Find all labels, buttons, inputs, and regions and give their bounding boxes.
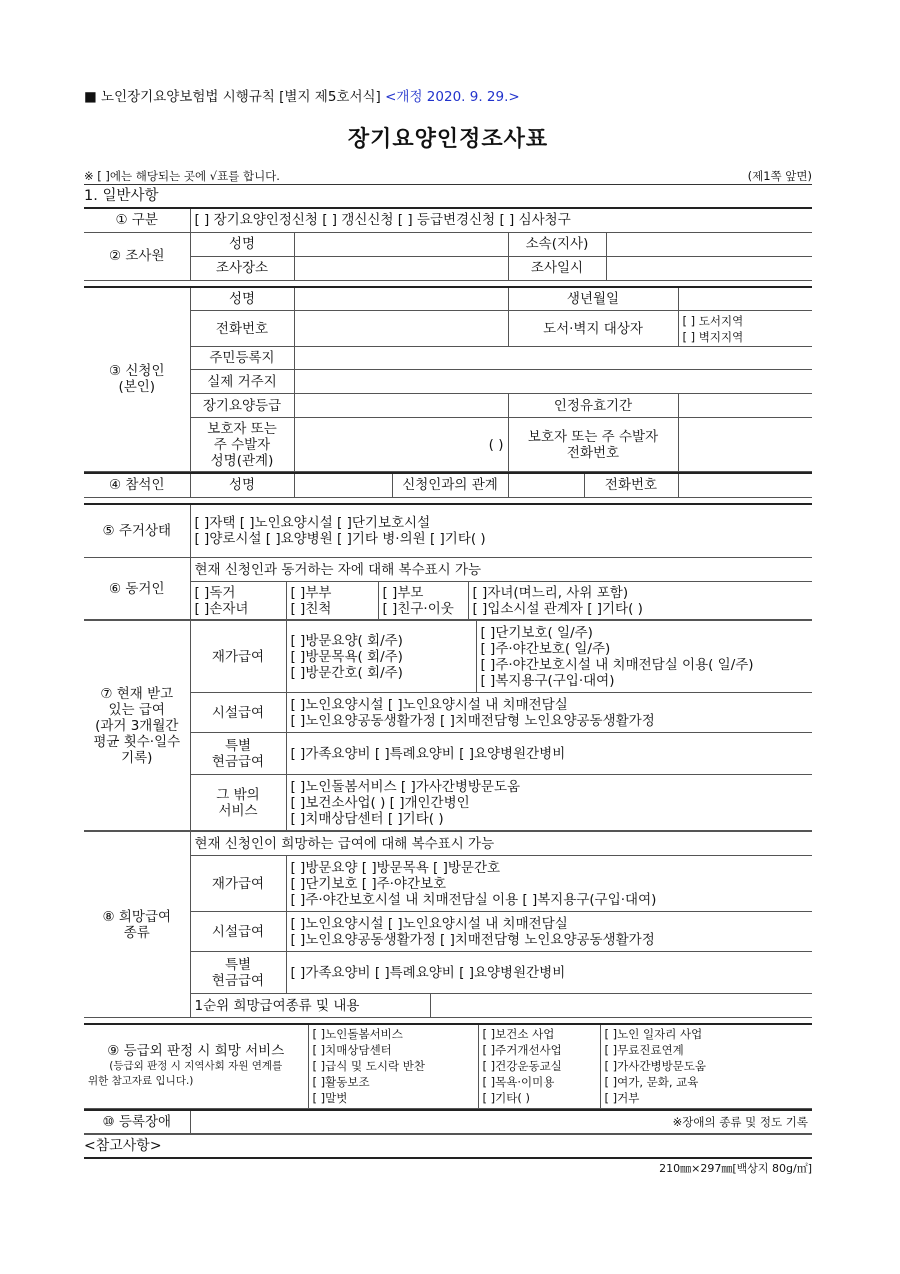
table-applicant bbox=[84, 286, 812, 473]
hope-label-1: ⑧ 희망급여 bbox=[102, 908, 172, 925]
guardian-label-3: 성명(관계) bbox=[210, 452, 274, 469]
attendee-phone-field[interactable] bbox=[678, 473, 812, 497]
address-label: 실제 거주지 bbox=[190, 370, 294, 394]
service-col-2[interactable] bbox=[478, 1024, 600, 1108]
form-title: 장기요양인정조사표 bbox=[347, 127, 549, 152]
service-col-3[interactable] bbox=[600, 1024, 812, 1108]
service-col2-item[interactable]: [ ]주거개선사업 bbox=[482, 1043, 562, 1058]
cohabit-child[interactable]: [ ]자녀(며느리, 사위 포함) bbox=[472, 584, 629, 601]
cohabit-col-2[interactable] bbox=[286, 582, 378, 620]
current-special-label-2: 현금급여 bbox=[211, 753, 265, 770]
service-label bbox=[84, 1024, 308, 1108]
current-other-line-3[interactable]: [ ]치매상담센터 [ ]기타( ) bbox=[290, 810, 444, 827]
current-facility-options[interactable] bbox=[286, 693, 812, 733]
attendee-phone-label: 전화번호 bbox=[584, 473, 678, 497]
current-dementia-room[interactable]: [ ]주·야간보호시설 내 치매전담실 이용( 일/주) bbox=[480, 656, 754, 673]
hope-home-label: 재가급여 bbox=[190, 856, 286, 912]
affiliation-field[interactable] bbox=[606, 232, 812, 256]
hope-special-options[interactable]: [ ]가족요양비 [ ]특례요양비 [ ]요양병원간병비 bbox=[286, 952, 812, 994]
cohabit-label: ⑥ 동거인 bbox=[84, 558, 190, 620]
guardian-name-field[interactable]: ( ) bbox=[294, 418, 508, 472]
datetime-field[interactable] bbox=[606, 256, 812, 280]
current-other-line-1[interactable]: [ ]노인돌봄서비스 [ ]가사간병방문도움 bbox=[290, 778, 521, 795]
cohabit-friend[interactable]: [ ]친구·이웃 bbox=[382, 600, 454, 617]
affiliation-label: 소속(지사) bbox=[508, 232, 606, 256]
cohabit-note: 현재 신청인과 동거하는 자에 대해 복수표시 가능 bbox=[190, 558, 812, 582]
table-hope-benefit bbox=[84, 831, 812, 1018]
relation-label: 신청인과의 관계 bbox=[392, 473, 508, 497]
cohabit-col-1[interactable] bbox=[190, 582, 286, 620]
service-label-main: ⑨ 등급외 판정 시 희망 서비스 bbox=[107, 1042, 285, 1059]
birth-label: 생년월일 bbox=[508, 287, 678, 311]
hope-priority-label: 1순위 희망급여종류 및 내용 bbox=[190, 994, 430, 1018]
relation-field[interactable] bbox=[508, 473, 584, 497]
service-col3-item[interactable]: [ ]거부 bbox=[604, 1091, 640, 1106]
datetime-label: 조사일시 bbox=[508, 256, 606, 280]
birth-field[interactable] bbox=[678, 287, 812, 311]
revision-date: <개정 2020. 9. 29.> bbox=[385, 89, 520, 105]
hope-home-line-2[interactable]: [ ]단기보호 [ ]주·야간보호 bbox=[290, 875, 447, 892]
housing-line-2[interactable]: [ ]양로시설 [ ]요양병원 [ ]기타 병·의원 [ ]기타( ) bbox=[194, 530, 486, 547]
applicant-label-2: (본인) bbox=[118, 379, 156, 396]
current-visit-bath[interactable]: [ ]방문목욕( 회/주) bbox=[290, 648, 403, 665]
current-home-label: 재가급여 bbox=[190, 621, 286, 693]
service-col1-item[interactable]: [ ]노인돌봄서비스 bbox=[312, 1027, 403, 1042]
service-col3-item[interactable]: [ ]여가, 문화, 교육 bbox=[604, 1075, 699, 1090]
current-day-night[interactable]: [ ]주·야간보호( 일/주) bbox=[480, 640, 611, 657]
service-col2-item[interactable]: [ ]목욕·이미용 bbox=[482, 1075, 555, 1090]
grade-field[interactable] bbox=[294, 394, 508, 418]
current-visit-care[interactable]: [ ]방문요양( 회/주) bbox=[290, 632, 403, 649]
resident-field[interactable] bbox=[294, 347, 812, 370]
current-label-5: 기록) bbox=[121, 749, 153, 766]
guardian-phone-label-1: 보호자 또는 주 수발자 bbox=[527, 428, 659, 445]
service-col3-item[interactable]: [ ]무료진료연계 bbox=[604, 1043, 684, 1058]
current-label-2: 있는 급여 bbox=[108, 701, 165, 718]
guardian-phone-field[interactable] bbox=[678, 418, 812, 472]
cohabit-grandchild[interactable]: [ ]손자녀 bbox=[194, 600, 249, 617]
service-col1-item[interactable]: [ ]급식 및 도시락 반찬 bbox=[312, 1059, 425, 1074]
service-sub-1: (등급외 판정 시 지역사회 자원 연계를 bbox=[109, 1059, 283, 1072]
current-other-label-1: 그 밖의 bbox=[216, 786, 260, 803]
hope-note: 현재 신청인이 희망하는 급여에 대해 복수표시 가능 bbox=[190, 832, 812, 856]
current-home-col-1[interactable] bbox=[286, 621, 476, 693]
investigator-name-label: 성명 bbox=[190, 232, 294, 256]
hope-home-line-1[interactable]: [ ]방문요양 [ ]방문목욕 [ ]방문간호 bbox=[290, 859, 501, 876]
law-reference-text: ■ 노인장기요양보험법 시행규칙 [별지 제5호서식] bbox=[84, 89, 381, 105]
remote-area-option[interactable]: [ ] 벽지지역 bbox=[682, 329, 744, 344]
current-facility-line-1[interactable]: [ ]노인요양시설 [ ]노인요양시설 내 치매전담실 bbox=[290, 696, 568, 713]
disability-label: ⑩ 등록장애 bbox=[84, 1110, 190, 1134]
service-col2-item[interactable]: [ ]보건소 사업 bbox=[482, 1027, 555, 1042]
current-special-options[interactable]: [ ]가족요양비 [ ]특례요양비 [ ]요양병원간병비 bbox=[286, 733, 812, 775]
hope-priority-field[interactable] bbox=[430, 994, 812, 1018]
grade-label: 장기요양등급 bbox=[190, 394, 294, 418]
current-facility-line-2[interactable]: [ ]노인요양공동생활가정 [ ]치매전담형 노인요양공동생활가정 bbox=[290, 712, 655, 729]
current-short-care[interactable]: [ ]단기보호( 일/주) bbox=[480, 624, 593, 641]
hope-special-label-2: 현금급여 bbox=[211, 972, 265, 989]
cohabit-col-3[interactable] bbox=[378, 582, 468, 620]
hope-home-options[interactable] bbox=[286, 856, 812, 912]
form-page bbox=[84, 86, 812, 1177]
category-label: ① 구분 bbox=[84, 208, 190, 232]
hope-facility-line-2[interactable]: [ ]노인요양공동생활가정 [ ]치매전담형 노인요양공동생활가정 bbox=[290, 931, 655, 948]
cohabit-col-4[interactable] bbox=[468, 582, 812, 620]
address-field[interactable] bbox=[294, 370, 812, 394]
valid-field[interactable] bbox=[678, 394, 812, 418]
table-service bbox=[84, 1023, 812, 1109]
applicant-phone-label: 전화번호 bbox=[190, 311, 294, 347]
current-visit-nurse[interactable]: [ ]방문간호( 회/주) bbox=[290, 664, 403, 681]
cohabit-spouse[interactable]: [ ]부부 bbox=[290, 584, 332, 601]
remote-options[interactable] bbox=[678, 311, 812, 347]
attendee-name-label: 성명 bbox=[190, 473, 294, 497]
current-label-4: 평균 횟수·일수 bbox=[93, 733, 181, 750]
note-line bbox=[84, 168, 812, 184]
attendee-name-field[interactable] bbox=[294, 473, 392, 497]
table-category-investigator bbox=[84, 207, 812, 281]
hope-home-line-3[interactable]: [ ]주·야간보호시설 내 치매전담실 이용 [ ]복지용구(구입·대여) bbox=[290, 891, 657, 908]
applicant-name-field[interactable] bbox=[294, 287, 508, 311]
service-col-1[interactable] bbox=[308, 1024, 478, 1108]
place-label: 조사장소 bbox=[190, 256, 294, 280]
current-other-label-2: 서비스 bbox=[218, 802, 258, 819]
current-facility-label: 시설급여 bbox=[190, 693, 286, 733]
service-col1-item[interactable]: [ ]활동보조 bbox=[312, 1075, 370, 1090]
current-label-3: (과거 3개월간 bbox=[95, 717, 179, 734]
page-note: (제1쪽 앞면) bbox=[747, 169, 812, 183]
guardian-phone-label bbox=[508, 418, 678, 472]
disability-note[interactable]: ※장애의 종류 및 정도 기록 bbox=[190, 1110, 812, 1134]
current-label bbox=[84, 621, 190, 831]
law-reference bbox=[84, 86, 812, 108]
service-col3-item[interactable]: [ ]가사간병방문도움 bbox=[604, 1059, 706, 1074]
current-special-label bbox=[190, 733, 286, 775]
investigator-name-field[interactable] bbox=[294, 232, 508, 256]
hope-facility-label: 시설급여 bbox=[190, 912, 286, 952]
table-status bbox=[84, 503, 812, 621]
resident-label: 주민등록지 bbox=[190, 347, 294, 370]
table-disability bbox=[84, 1109, 812, 1135]
hope-label bbox=[84, 832, 190, 1018]
service-sub-2: 위한 참고자료 입니다.) bbox=[88, 1074, 194, 1087]
guardian-label-2: 주 수발자 bbox=[213, 436, 271, 453]
hope-special-label bbox=[190, 952, 286, 994]
valid-label: 인정유효기간 bbox=[508, 394, 678, 418]
guardian-label bbox=[190, 418, 294, 472]
current-other-label bbox=[190, 775, 286, 831]
housing-line-1[interactable]: [ ]자택 [ ]노인요양시설 [ ]단기보호시설 bbox=[194, 514, 431, 531]
attendee-label: ④ 참석인 bbox=[84, 473, 190, 497]
section-general: 1. 일반사항 bbox=[84, 184, 812, 207]
hope-facility-options[interactable] bbox=[286, 912, 812, 952]
applicant-label bbox=[84, 287, 190, 472]
hope-label-2: 종류 bbox=[123, 924, 150, 941]
applicant-name-label: 성명 bbox=[190, 287, 294, 311]
housing-options[interactable] bbox=[190, 504, 812, 558]
current-special-label-1: 특별 bbox=[224, 737, 252, 754]
investigator-label: ② 조사원 bbox=[84, 232, 190, 280]
place-field[interactable] bbox=[294, 256, 508, 280]
service-col3-item[interactable]: [ ]노인 일자리 사업 bbox=[604, 1027, 703, 1042]
island-option[interactable]: [ ] 도서지역 bbox=[682, 313, 744, 328]
cohabit-alone[interactable]: [ ]독거 bbox=[194, 584, 236, 601]
current-welfare-tool[interactable]: [ ]복지용구(구입·대여) bbox=[480, 672, 615, 689]
table-attendee bbox=[84, 472, 812, 498]
remote-label: 도서·벽지 대상자 bbox=[508, 311, 678, 347]
service-col1-item[interactable]: [ ]말벗 bbox=[312, 1091, 348, 1106]
reference-notes[interactable]: <참고사항> bbox=[84, 1134, 812, 1159]
applicant-phone-field[interactable] bbox=[294, 311, 508, 347]
cohabit-parent[interactable]: [ ]부모 bbox=[382, 584, 424, 601]
cohabit-facility[interactable]: [ ]입소시설 관계자 [ ]기타( ) bbox=[472, 600, 643, 617]
category-options[interactable]: [ ] 장기요양인정신청 [ ] 갱신신청 [ ] 등급변경신청 [ ] 심사청구 bbox=[190, 208, 812, 232]
service-col2-item[interactable]: [ ]건강운동교실 bbox=[482, 1059, 562, 1074]
current-label-1: ⑦ 현재 받고 bbox=[100, 685, 174, 702]
table-current-benefit bbox=[84, 620, 812, 831]
check-note: ※ [ ]에는 해당되는 곳에 √표를 합니다. bbox=[84, 169, 280, 183]
service-col1-item[interactable]: [ ]치매상담센터 bbox=[312, 1043, 392, 1058]
applicant-label-1: ③ 신청인 bbox=[108, 363, 165, 380]
cohabit-relative[interactable]: [ ]친척 bbox=[290, 600, 332, 617]
guardian-label-1: 보호자 또는 bbox=[207, 420, 277, 437]
paper-spec: 210㎜×297㎜[백상지 80g/㎡] bbox=[659, 1162, 812, 1175]
current-other-options[interactable] bbox=[286, 775, 812, 831]
housing-label: ⑤ 주거상태 bbox=[84, 504, 190, 558]
current-home-col-2[interactable] bbox=[476, 621, 812, 693]
current-other-line-2[interactable]: [ ]보건소사업( ) [ ]개인간병인 bbox=[290, 794, 470, 811]
hope-special-label-1: 특별 bbox=[224, 956, 252, 973]
guardian-phone-label-2: 전화번호 bbox=[566, 444, 620, 461]
service-col2-item[interactable]: [ ]기타( ) bbox=[482, 1091, 530, 1106]
hope-facility-line-1[interactable]: [ ]노인요양시설 [ ]노인요양시설 내 치매전담실 bbox=[290, 915, 568, 932]
